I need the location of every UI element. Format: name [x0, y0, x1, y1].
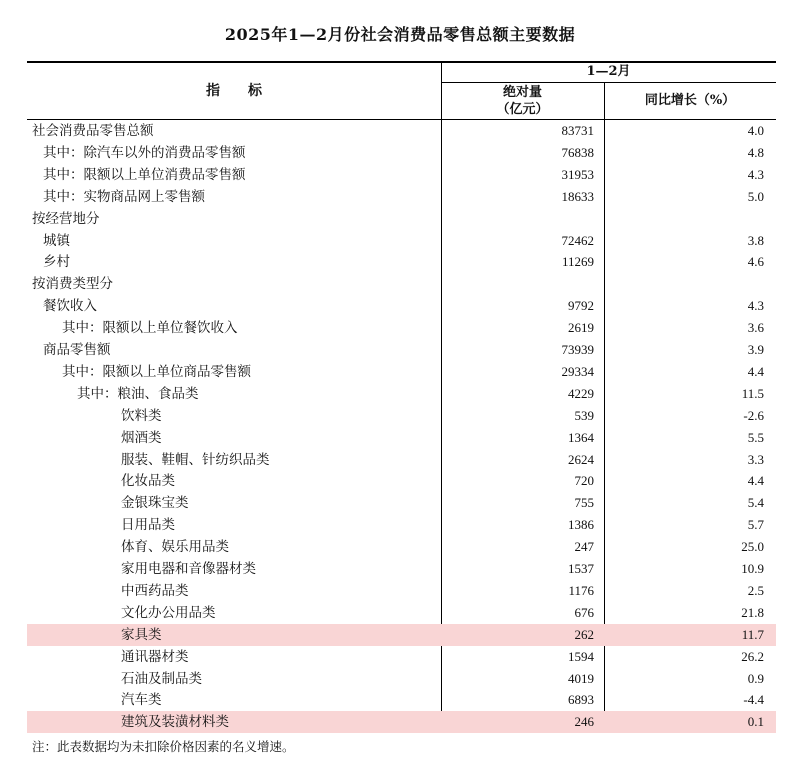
row-yoy-growth: 21.8: [741, 604, 764, 620]
row-label: 服装、鞋帽、针纺织品类: [121, 451, 270, 468]
row-absolute-value: 6893: [568, 692, 594, 708]
row-label: 体育、娱乐用品类: [121, 539, 229, 556]
row-yoy-growth: 4.3: [747, 298, 764, 314]
row-yoy-growth: 11.5: [741, 385, 764, 401]
row-yoy-growth: 4.4: [747, 473, 764, 489]
table-row: [27, 383, 776, 405]
row-absolute-value: 2619: [568, 320, 594, 336]
row-yoy-growth: 11.7: [741, 626, 764, 642]
table-row: [27, 164, 776, 186]
row-yoy-growth: 2.5: [747, 582, 764, 598]
header-absolute-line1: 绝对量: [502, 85, 542, 100]
row-absolute-value: 83731: [561, 123, 594, 138]
row-yoy-growth: 4.4: [747, 363, 764, 379]
row-yoy-growth: -4.4: [743, 692, 764, 708]
row-absolute-value: 1537: [568, 561, 594, 576]
row-absolute-value: 2624: [568, 451, 594, 467]
table-row: [27, 186, 776, 208]
table-row: [27, 427, 776, 449]
row-label: 其中：实物商品网上零售额: [43, 188, 205, 205]
row-absolute-value: 18633: [561, 188, 594, 204]
row-yoy-growth: 5.5: [747, 429, 764, 445]
table-row: [27, 492, 776, 514]
row-absolute-value: 11269: [561, 254, 594, 270]
row-absolute-value: 247: [574, 539, 594, 555]
row-label: 通讯器材类: [121, 648, 189, 665]
table-row: [27, 624, 776, 646]
table-row: [27, 536, 776, 558]
table-row: [27, 449, 776, 471]
row-label: 日用品类: [121, 517, 175, 534]
row-label: 按消费类型分: [32, 276, 113, 293]
table-row: [27, 142, 776, 164]
row-absolute-value: 262: [574, 626, 594, 642]
table-row: [27, 405, 776, 427]
row-yoy-growth: 10.9: [741, 561, 764, 576]
row-label: 其中：限额以上单位餐饮收入: [62, 320, 238, 337]
row-absolute-value: 73939: [561, 342, 594, 357]
row-absolute-value: 4229: [568, 385, 594, 401]
table-row: [27, 646, 776, 668]
row-yoy-growth: 0.1: [747, 714, 764, 730]
table-row: [27, 339, 776, 361]
row-absolute-value: 539: [574, 407, 594, 423]
period-underline: [441, 82, 776, 83]
row-label: 商品零售额: [43, 342, 111, 358]
row-label: 饮料类: [121, 407, 162, 424]
row-label: 文化办公用品类: [121, 604, 216, 621]
row-yoy-growth: 3.8: [747, 232, 764, 248]
row-yoy-growth: 4.8: [747, 144, 764, 160]
table-row: [27, 295, 776, 317]
table-row: [27, 273, 776, 295]
row-yoy-growth: -2.6: [743, 407, 764, 423]
row-yoy-growth: 5.7: [747, 517, 764, 533]
row-label: 中西药品类: [121, 582, 189, 599]
row-yoy-growth: 25.0: [741, 539, 764, 555]
row-yoy-growth: 0.9: [747, 670, 764, 686]
row-label: 其中：粮油、食品类: [77, 385, 199, 402]
row-label: 家具类: [121, 626, 162, 643]
row-label: 石油及制品类: [121, 670, 202, 687]
row-label: 化妆品类: [121, 473, 175, 490]
row-yoy-growth: 5.4: [747, 495, 764, 511]
table-row: [27, 317, 776, 339]
row-yoy-growth: 26.2: [741, 648, 764, 664]
row-absolute-value: 4019: [568, 670, 594, 686]
row-absolute-value: 1594: [568, 648, 594, 664]
header-yoy: 同比增长（%）: [644, 93, 736, 108]
row-absolute-value: 72462: [561, 232, 594, 248]
row-label: 其中：限额以上单位商品零售额: [62, 363, 251, 380]
row-label: 按经营地分: [32, 210, 100, 227]
row-absolute-value: 1386: [568, 517, 594, 533]
table-row: [27, 668, 776, 690]
table-row: [27, 208, 776, 230]
row-absolute-value: 720: [574, 473, 594, 489]
table-row: [27, 120, 776, 142]
table-row: [27, 230, 776, 252]
row-absolute-value: 76838: [561, 144, 594, 160]
row-label: 汽车类: [121, 692, 162, 709]
row-yoy-growth: 5.0: [747, 188, 764, 204]
table-row: [27, 470, 776, 492]
row-yoy-growth: 4.3: [747, 166, 764, 182]
row-absolute-value: 9792: [568, 298, 594, 314]
row-yoy-growth: 3.9: [747, 342, 764, 357]
header-indicator: 指 标: [206, 83, 262, 99]
header-period: 1—2月: [586, 64, 631, 79]
row-label: 金银珠宝类: [121, 495, 189, 512]
row-absolute-value: 246: [574, 714, 594, 730]
row-label: 城镇: [43, 232, 70, 249]
row-yoy-growth: 4.0: [747, 123, 764, 138]
table-row: [27, 558, 776, 580]
table-row: [27, 361, 776, 383]
row-label: 其中：限额以上单位消费品零售额: [43, 166, 246, 183]
row-absolute-value: 1364: [568, 429, 594, 445]
row-label: 社会消费品零售总额: [32, 123, 154, 139]
row-label: 烟酒类: [121, 429, 162, 446]
table-row: [27, 602, 776, 624]
header-absolute-line2: （亿元）: [496, 102, 549, 117]
table-row: [27, 580, 776, 602]
row-absolute-value: 29334: [561, 363, 594, 379]
row-absolute-value: 676: [574, 604, 594, 620]
row-absolute-value: 31953: [561, 166, 594, 182]
row-label: 餐饮收入: [43, 298, 97, 315]
table-title: 2025年1—2月份社会消费品零售总额主要数据: [224, 25, 576, 44]
row-yoy-growth: 4.6: [747, 254, 764, 270]
row-yoy-growth: 3.6: [747, 320, 764, 336]
row-label: 乡村: [43, 254, 70, 271]
table-row: [27, 514, 776, 536]
row-label: 其中：除汽车以外的消费品零售额: [43, 144, 246, 161]
table-row: [27, 711, 776, 733]
row-absolute-value: 755: [574, 495, 594, 511]
table-row: [27, 251, 776, 273]
row-yoy-growth: 3.3: [747, 451, 764, 467]
row-label: 建筑及装潢材料类: [121, 714, 229, 731]
table-row: [27, 689, 776, 711]
row-label: 家用电器和音像器材类: [121, 561, 256, 577]
row-absolute-value: 1176: [568, 582, 594, 598]
footnote: 注：此表数据均为未扣除价格因素的名义增速。: [32, 739, 295, 754]
